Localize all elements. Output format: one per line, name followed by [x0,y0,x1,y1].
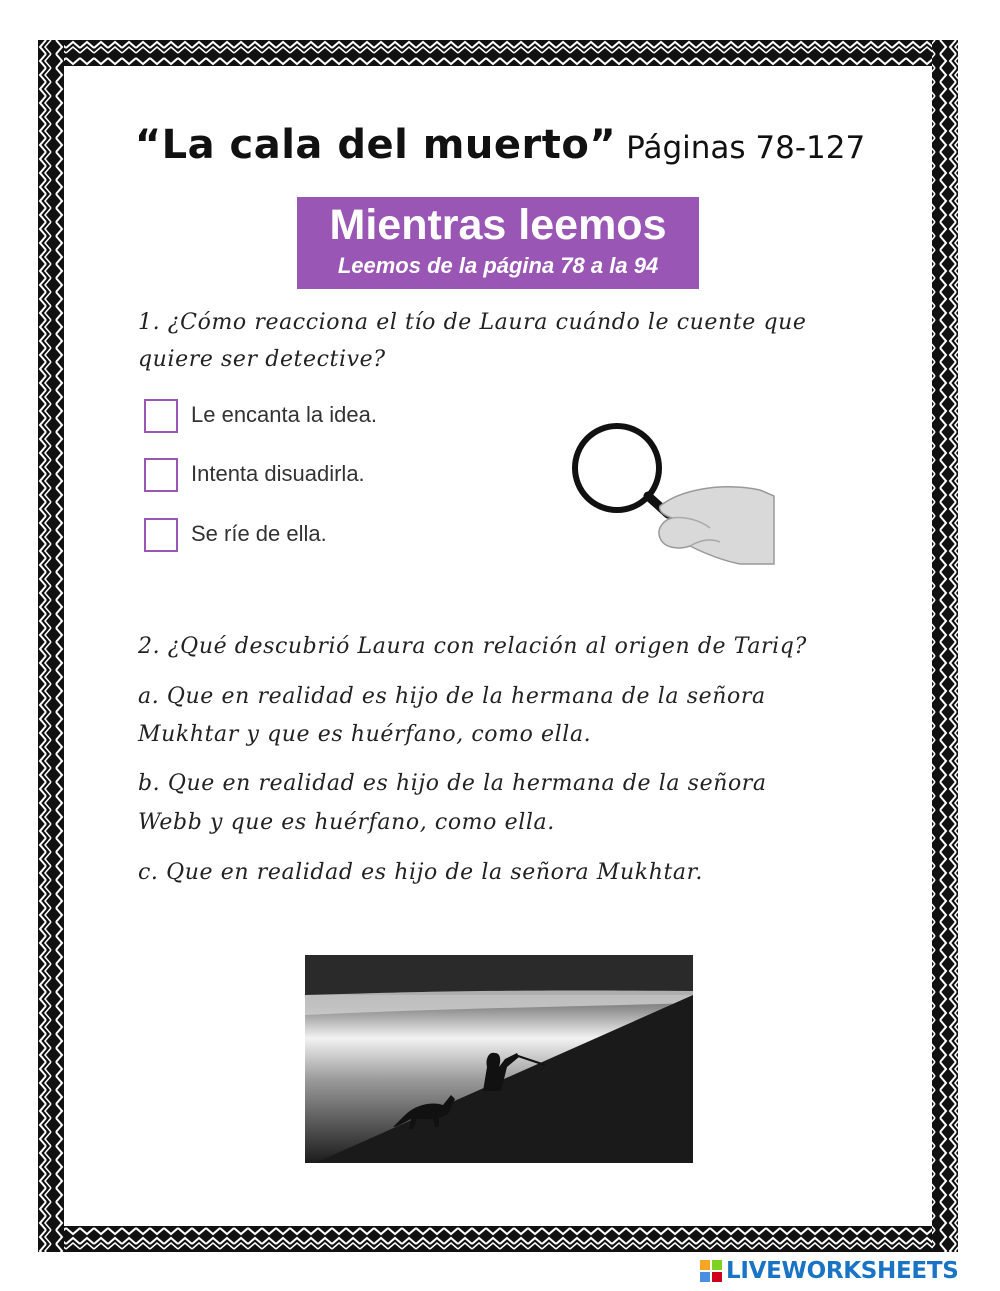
option-1-label: Le encanta la idea. [191,402,377,427]
page-title [0,122,1000,168]
answer-a-line-2: Mukhtar y que es huérfano, como ella. [138,722,592,747]
answer-a-line-1: a. Que en realidad es hijo de la hermana de la señora [138,684,766,709]
question-2-prompt: 2. ¿Qué descubrió Laura con relación al origen de Tariq? [138,634,807,659]
night-scene-image [305,955,693,1163]
banner-subheading: Leemos de la página 78 a la 94 [337,253,659,278]
option-2-label: Intenta disuadirla. [191,461,365,486]
answer-c-line-1: c. Que en realidad es hijo de la señora Mukhtar. [138,860,703,885]
option-3-label: Se ríe de ella. [191,521,327,546]
logo-square-icon [700,1272,710,1282]
logo-square-icon [712,1272,722,1282]
liveworksheets-logo[interactable] [700,1258,992,1284]
liveworksheets-brand: LIVEWORKSHEETS [726,1258,959,1284]
logo-square-icon [712,1260,722,1270]
magnifier-icon [560,420,780,570]
option-2-checkbox[interactable] [144,458,178,492]
reading-banner [297,197,699,289]
book-title: “La cala del muerto” [134,122,617,168]
option-3-checkbox[interactable] [144,518,178,552]
question-1-line-1: 1. ¿Cómo reacciona el tío de Laura cuándo le cuente que [138,310,807,335]
page-range: Páginas 78-127 [626,130,866,166]
banner-heading: Mientras leemos [329,201,667,249]
option-1-checkbox[interactable] [144,399,178,433]
answer-b-line-2: Webb y que es huérfano, como ella. [138,810,555,835]
question-1-line-2: quiere ser detective? [138,347,386,372]
logo-square-icon [700,1260,710,1270]
answer-b-line-1: b. Que en realidad es hijo de la hermana de la señora [138,771,767,796]
